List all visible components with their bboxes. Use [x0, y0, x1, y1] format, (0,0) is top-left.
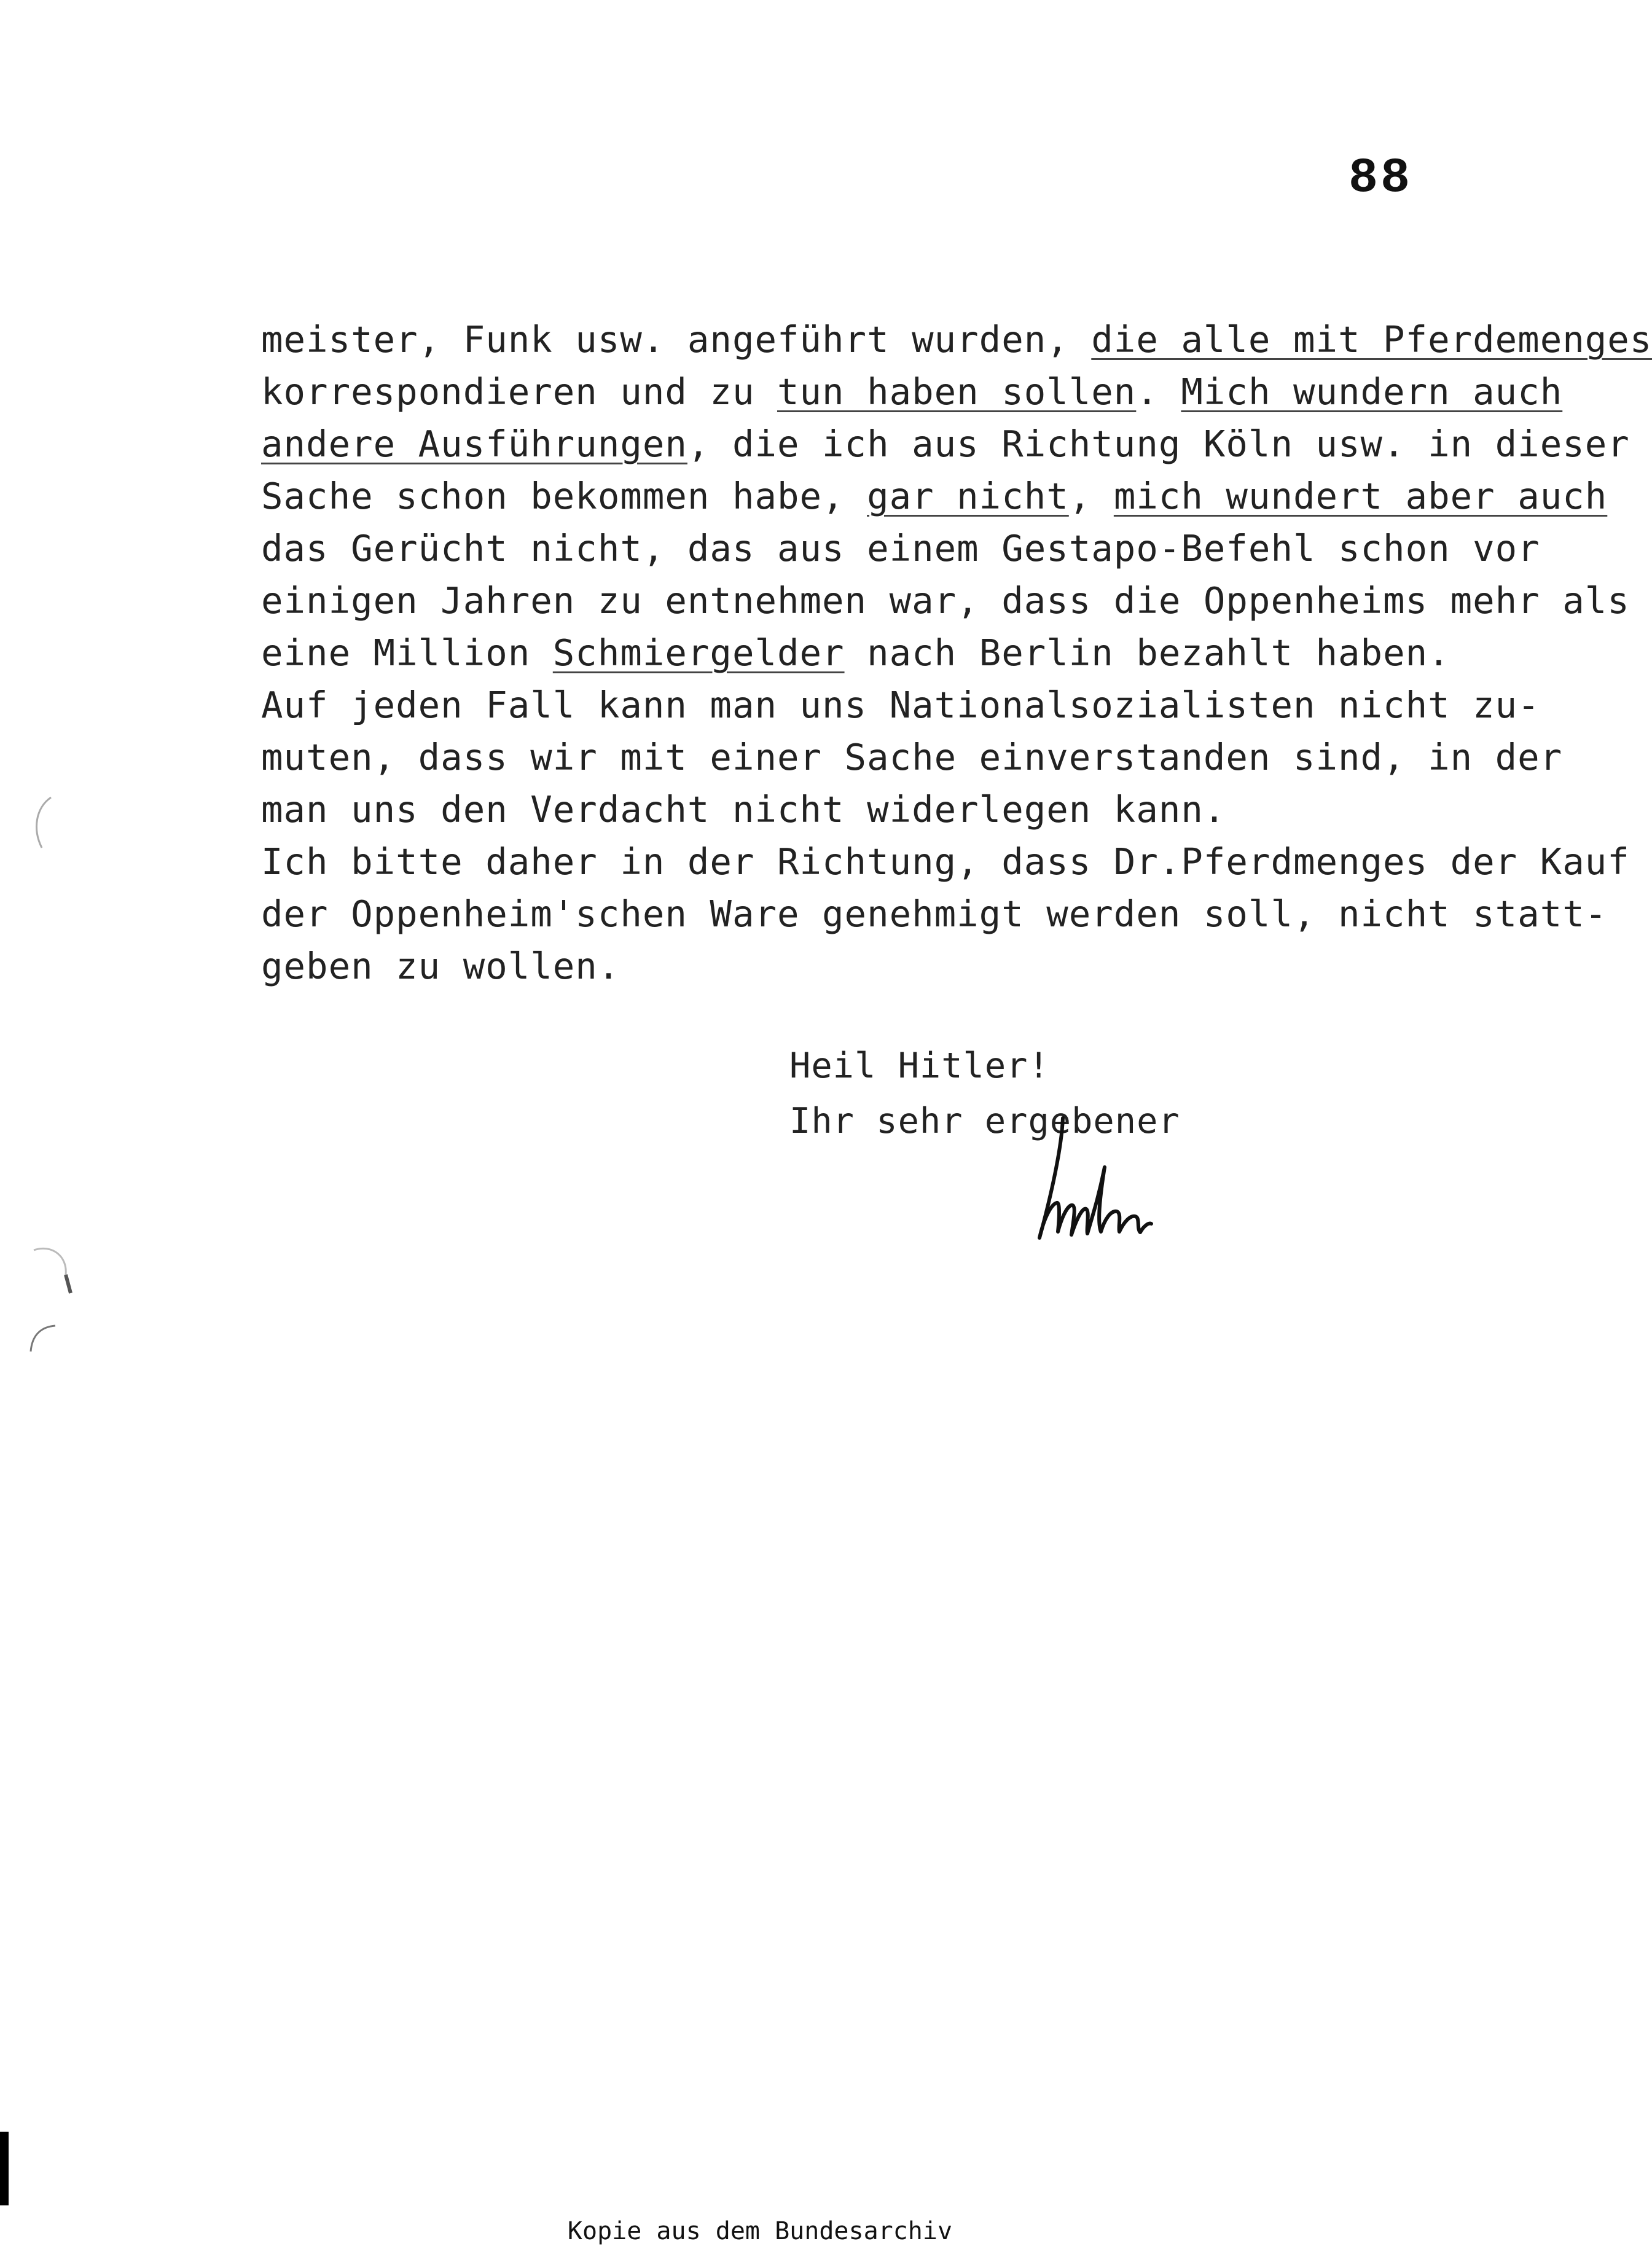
underlined-text: andere Ausführungen — [261, 423, 687, 465]
underlined-text: Schmiergelder — [552, 632, 845, 674]
underlined-text: die alle mit Pferdemenges — [1091, 318, 1652, 361]
body-line — [261, 574, 1630, 627]
text-segment: eine Million — [261, 632, 553, 674]
body-line — [261, 366, 1563, 418]
text-segment: einigen Jahren zu entnehmen war, dass die Oppenheims mehr als — [261, 579, 1630, 622]
body-line — [261, 731, 1563, 783]
text-segment: das Gerücht nicht, das aus einem Gestapo-Befehl schon vor — [261, 527, 1540, 569]
scan-mark-hole — [28, 1241, 77, 1296]
body-line — [261, 679, 1540, 731]
text-segment: der Oppenheim'schen Ware genehmigt werden soll, nicht statt- — [261, 893, 1608, 935]
text-segment: Ich bitte daher in der Richtung, dass Dr.Pferdmenges der Kauf — [261, 840, 1630, 883]
body-line — [261, 313, 1652, 366]
body-line — [261, 888, 1608, 940]
text-segment: . — [1136, 370, 1181, 413]
text-segment: geben zu wollen. — [261, 945, 620, 987]
archive-footer: Kopie aus dem Bundesarchiv — [0, 2205, 1520, 2257]
body-line — [261, 470, 1608, 522]
text-segment: Auf jeden Fall kann man uns Nationalsozialisten nicht zu- — [261, 684, 1540, 726]
body-line — [261, 522, 1540, 574]
text-segment: , die ich aus Richtung Köln usw. in dieser — [687, 423, 1630, 465]
body-line — [261, 835, 1630, 888]
closing-salutation: Heil Hitler! — [789, 1046, 1050, 1086]
text-segment: , — [1068, 475, 1114, 517]
text-segment: korrespondieren und zu — [261, 370, 777, 413]
letter-body — [261, 313, 1652, 992]
closing-valediction: Ihr sehr ergebener — [789, 1101, 1180, 1141]
scan-mark-corner — [25, 1321, 61, 1358]
scan-mark-arc — [23, 792, 60, 854]
text-segment: Sache schon bekommen habe, — [261, 475, 867, 517]
underlined-text: tun haben sollen — [777, 370, 1137, 413]
underlined-text: gar nicht — [867, 475, 1069, 517]
body-line — [261, 783, 1453, 835]
handwritten-signature — [1026, 1112, 1186, 1253]
text-segment: nach Berlin bezahlt haben. — [844, 632, 1450, 674]
body-line — [261, 418, 1630, 470]
text-segment: muten, dass wir mit einer Sache einverstanden sind, in der — [261, 736, 1563, 778]
scan-edge-mark — [0, 2132, 9, 2205]
underlined-text: Mich wundern auch — [1181, 370, 1563, 413]
text-segment: meister, Funk usw. angeführt wurden, — [261, 318, 1092, 361]
page-number: 88 — [1349, 151, 1413, 206]
underlined-text: mich wundert aber auch — [1113, 475, 1608, 517]
text-segment: man uns den Verdacht nicht widerlegen kann. — [261, 788, 1226, 831]
body-line — [261, 940, 1453, 992]
body-line — [261, 627, 1453, 679]
